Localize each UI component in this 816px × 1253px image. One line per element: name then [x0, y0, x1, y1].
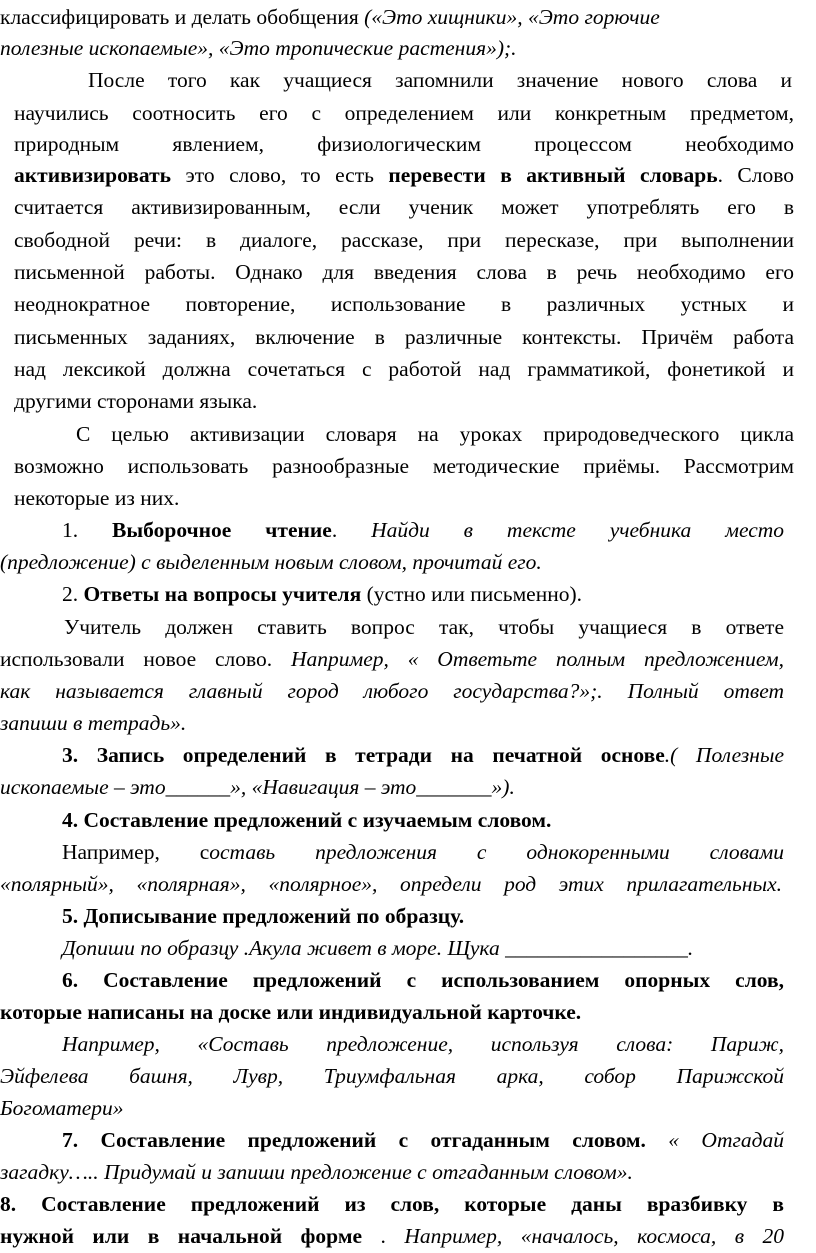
- text-line: [14, 193, 794, 221]
- text-line: [0, 645, 784, 673]
- text-run: .: [362, 1224, 405, 1248]
- text-run: (устно или письменно).: [361, 582, 583, 606]
- text-run: считается активизированным, если ученик может употреблять его в: [14, 195, 794, 219]
- text-line: [14, 452, 794, 480]
- text-line: [62, 516, 784, 544]
- text-line: [14, 323, 794, 351]
- text-run: нужной или в начальной форме: [0, 1224, 363, 1248]
- text-run: 2.: [62, 582, 84, 606]
- text-run: . Слово: [717, 163, 794, 187]
- text-line: [62, 580, 582, 608]
- text-run: («Это хищники», «Это горючие: [364, 5, 660, 29]
- text-line: [76, 420, 794, 448]
- text-run: которые написаны на доске или индивидуальной карточке.: [0, 1000, 582, 1024]
- text-run: письменных заданиях, включение в различные контексты. Причём работа: [14, 325, 794, 349]
- text-line: [14, 258, 794, 286]
- text-run: Например, «Составь предложение, используя слова: Париж,: [62, 1032, 784, 1056]
- text-run: «полярный», «полярная», «полярное», определи род этих прилагательных.: [0, 872, 782, 896]
- text-line: [14, 387, 257, 415]
- text-line: [0, 1190, 784, 1218]
- text-line: [14, 484, 179, 512]
- text-run: Например, с: [62, 840, 210, 864]
- text-run: .( Полезные: [664, 743, 784, 767]
- text-run: Например, «началось, космоса, в 20: [404, 1224, 784, 1248]
- text-run: неоднократное повторение, использование в различных устных и: [14, 292, 794, 316]
- text-run: (предложение) с выделенным новым словом, прочитай его.: [0, 550, 542, 574]
- text-line: [0, 1222, 784, 1250]
- text-run: С целью активизации словаря на уроках природоведческого цикла: [76, 422, 794, 446]
- text-line: [62, 1126, 784, 1154]
- text-run: ископаемые – это______», «Навигация – это_______»).: [0, 775, 515, 799]
- text-run: Богоматери»: [0, 1096, 124, 1120]
- text-run: 1.: [62, 518, 113, 542]
- text-run: над лексикой должна сочетаться с работой над грамматикой, фонетикой и: [14, 357, 794, 381]
- text-line: [62, 741, 784, 769]
- text-run: Учитель должен ставить вопрос так, чтобы учащиеся в ответе: [64, 615, 784, 639]
- text-line: [62, 806, 551, 834]
- text-run: активизировать: [14, 163, 172, 187]
- text-line: [14, 130, 794, 158]
- text-run: 8. Составление предложений из слов, которые даны вразбивку в: [0, 1192, 784, 1216]
- text-run: 6. Составление предложений с использованием опорных слов,: [62, 968, 784, 992]
- text-line: [14, 355, 794, 383]
- text-run: Выборочное чтение: [112, 518, 332, 542]
- text-run: .: [331, 518, 372, 542]
- text-line: [14, 99, 794, 127]
- text-run: письменной работы. Однако для введения слова в речь необходимо его: [14, 260, 794, 284]
- text-run: « Отгадай: [645, 1128, 784, 1152]
- text-run: После того как учащиеся запомнили значение нового слова и: [88, 68, 792, 92]
- text-line: [64, 613, 784, 641]
- text-run: это слово, то есть: [171, 163, 389, 187]
- text-line: [0, 3, 660, 31]
- text-line: [14, 226, 794, 254]
- text-run: как называется главный город любого государства?»;. Полный ответ: [0, 679, 784, 703]
- text-line: [0, 998, 581, 1026]
- text-line: [0, 677, 784, 705]
- text-run: природным явлением, физиологическим процессом необходимо: [14, 132, 794, 156]
- text-line: [0, 709, 186, 737]
- text-run: загадку….. Придумай и запиши предложение с отгаданным словом».: [0, 1160, 633, 1184]
- text-line: [0, 773, 515, 801]
- text-line: [62, 966, 784, 994]
- text-run: Эйфелева башня, Лувр, Триумфальная арка, собор Парижской: [0, 1064, 784, 1088]
- text-line: [62, 902, 464, 930]
- text-run: свободной речи: в диалоге, рассказе, при пересказе, при выполнении: [14, 228, 794, 252]
- text-run: Найди в тексте учебника место: [371, 518, 785, 542]
- text-line: [0, 1158, 633, 1186]
- text-line: [0, 548, 542, 576]
- text-line: [14, 161, 794, 189]
- text-run: классифицировать и делать обобщения: [0, 5, 365, 29]
- text-run: полезные ископаемые», «Это тропические растения»);.: [0, 36, 517, 60]
- text-line: [88, 66, 792, 94]
- text-line: [62, 1030, 784, 1058]
- text-run: научились соотносить его с определением или конкретным предметом,: [14, 101, 794, 125]
- text-run: Ответы на вопросы учителя: [83, 582, 362, 606]
- text-run: возможно использовать разнообразные методические приёмы. Рассмотрим: [14, 454, 794, 478]
- text-line: [0, 1094, 124, 1122]
- text-run: перевести в активный словарь: [388, 163, 718, 187]
- text-run: 7. Составление предложений с отгаданным словом.: [62, 1128, 646, 1152]
- text-run: запиши в тетрадь».: [0, 711, 187, 735]
- text-run: Допиши по образцу .Акула живет в море. Щука _________________.: [62, 936, 694, 960]
- text-run: 4. Составление предложений с изучаемым словом.: [62, 808, 552, 832]
- text-line: [62, 838, 784, 866]
- text-line: [0, 870, 782, 898]
- text-run: некоторые из них.: [14, 486, 180, 510]
- text-run: Например, « Ответьте полным предложением,: [290, 647, 784, 671]
- text-run: 3. Запись определений в тетради на печатной основе: [62, 743, 665, 767]
- text-run: другими сторонами языка.: [14, 389, 258, 413]
- text-line: [62, 934, 693, 962]
- text-run: использовали новое слово.: [0, 647, 291, 671]
- text-line: [0, 1062, 784, 1090]
- text-line: [0, 34, 517, 62]
- text-line: [14, 290, 794, 318]
- text-run: 5. Дописывание предложений по образцу.: [62, 904, 465, 928]
- text-run: оставь предложения с однокоренными словами: [209, 840, 784, 864]
